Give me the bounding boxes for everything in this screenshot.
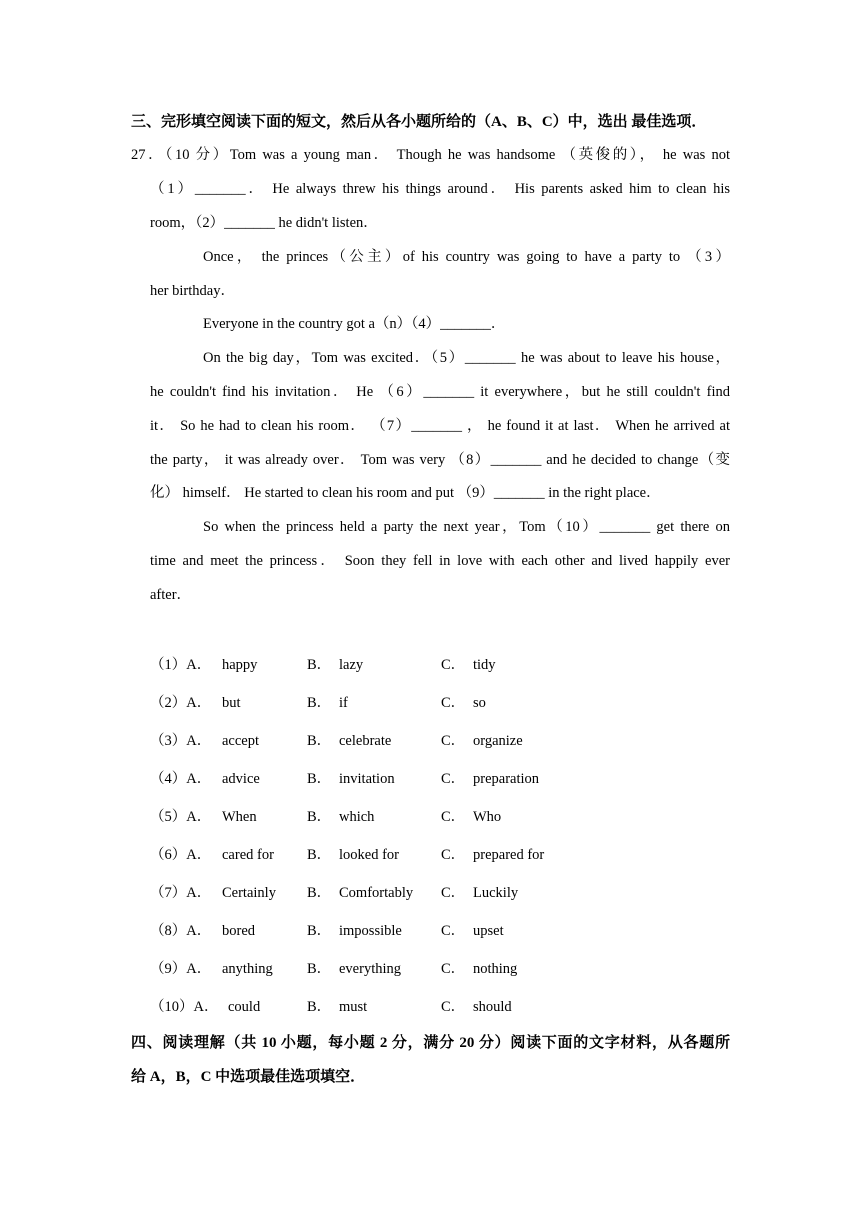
option-c: so — [473, 695, 486, 711]
option-c-label: C． — [441, 771, 466, 787]
passage-line: On the big day，Tom was excited．（5）_______ he was about to leave his house， — [203, 350, 730, 366]
option-row — [150, 921, 650, 941]
option-number: （7）A． — [150, 885, 212, 901]
option-b-label: B． — [307, 999, 332, 1015]
passage-line: the party， it was already over． Tom was very （8）_______ and he decided to change（变 — [150, 452, 730, 468]
option-row — [150, 731, 650, 751]
option-row — [150, 883, 650, 903]
option-b: invitation — [339, 771, 395, 787]
option-b: celebrate — [339, 733, 392, 749]
option-a: accept — [222, 733, 260, 749]
option-c-label: C． — [441, 657, 466, 673]
option-a: could — [228, 999, 261, 1015]
option-row — [150, 655, 650, 675]
section4-heading-line: 给 A，B，C 中选项最佳选项填空． — [131, 1069, 366, 1085]
option-a: bored — [222, 923, 256, 939]
option-number: （2）A． — [150, 695, 212, 711]
option-c-label: C． — [441, 733, 466, 749]
option-c: Luckily — [473, 885, 519, 901]
option-b: looked for — [339, 847, 399, 863]
option-b: lazy — [339, 657, 364, 673]
option-b: impossible — [339, 923, 402, 939]
option-row — [150, 807, 650, 827]
section4-heading-line: 四、阅读理解（共 10 小题，每小题 2 分，满分 20 分）阅读下面的文字材料，从各题所 — [131, 1035, 730, 1051]
option-c: should — [473, 999, 512, 1015]
option-c: preparation — [473, 771, 540, 787]
option-c-label: C． — [441, 961, 466, 977]
option-b: everything — [339, 961, 402, 977]
option-c: nothing — [473, 961, 518, 977]
option-number: （3）A． — [150, 733, 212, 749]
passage-line: Once， the princes（公主）of his country was going to have a party to （3） — [203, 249, 730, 265]
option-b: must — [339, 999, 368, 1015]
option-c: prepared for — [473, 847, 545, 863]
option-b-label: B． — [307, 657, 332, 673]
passage-line: he couldn't find his invitation． He （6）_______ it everywhere，but he still couldn't find — [150, 384, 730, 400]
option-b-label: B． — [307, 809, 332, 825]
option-a: cared for — [222, 847, 274, 863]
option-number: （5）A． — [150, 809, 212, 825]
option-c-label: C． — [441, 695, 466, 711]
option-a: happy — [222, 657, 258, 673]
option-number: （8）A． — [150, 923, 212, 939]
option-b-label: B． — [307, 733, 332, 749]
option-c-label: C． — [441, 847, 466, 863]
passage-line: time and meet the princess． Soon they fell in love with each other and lived happily ever — [150, 553, 730, 569]
passage-line: her birthday． — [150, 283, 235, 299]
option-b: Comfortably — [339, 885, 414, 901]
option-b-label: B． — [307, 923, 332, 939]
option-b-label: B． — [307, 885, 332, 901]
option-row — [150, 997, 650, 1017]
option-b-label: B． — [307, 847, 332, 863]
option-c: tidy — [473, 657, 496, 673]
option-b-label: B． — [307, 961, 332, 977]
option-row — [150, 845, 650, 865]
option-c-label: C． — [441, 885, 466, 901]
option-c-label: C． — [441, 809, 466, 825]
passage-line: after． — [150, 587, 192, 603]
option-row — [150, 959, 650, 979]
option-a: but — [222, 695, 241, 711]
option-b: if — [339, 695, 348, 711]
passage-line: 化） himself． He started to clean his room and put （9）_______ in the right place． — [150, 485, 661, 501]
option-number: （4）A． — [150, 771, 212, 787]
passage-line: room，（2）_______ he didn't listen． — [150, 215, 378, 231]
option-c: Who — [473, 809, 502, 825]
option-c: upset — [473, 923, 504, 939]
option-c-label: C． — [441, 999, 466, 1015]
passage-line: 27．（10 分）Tom was a young man． Though he was handsome （英俊的）， he was not — [131, 147, 730, 163]
option-c-label: C． — [441, 923, 466, 939]
option-a: advice — [222, 771, 260, 787]
passage-line: So when the princess held a party the next year，Tom（10）_______ get there on — [203, 519, 730, 535]
section3-heading: 三、完形填空阅读下面的短文，然后从各小题所给的（A、B、C）中，选出 最佳选项． — [131, 114, 707, 130]
option-number: （1）A． — [150, 657, 212, 673]
passage-line: （1）_______． He always threw his things around． His parents asked him to clean his — [150, 181, 730, 197]
option-number: （6）A． — [150, 847, 212, 863]
option-b-label: B． — [307, 771, 332, 787]
passage-line: Everyone in the country got a（n）（4）_______． — [203, 316, 506, 332]
option-row — [150, 769, 650, 789]
option-number: （9）A． — [150, 961, 212, 977]
option-a: anything — [222, 961, 273, 977]
option-a: Certainly — [222, 885, 276, 901]
option-c: organize — [473, 733, 523, 749]
option-row — [150, 693, 650, 713]
option-number: （10）A． — [150, 999, 219, 1015]
option-b: which — [339, 809, 375, 825]
option-a: When — [222, 809, 257, 825]
passage-line: it． So he had to clean his room． （7）_______ ， he found it at last． When he arrived at — [150, 418, 730, 434]
option-b-label: B． — [307, 695, 332, 711]
